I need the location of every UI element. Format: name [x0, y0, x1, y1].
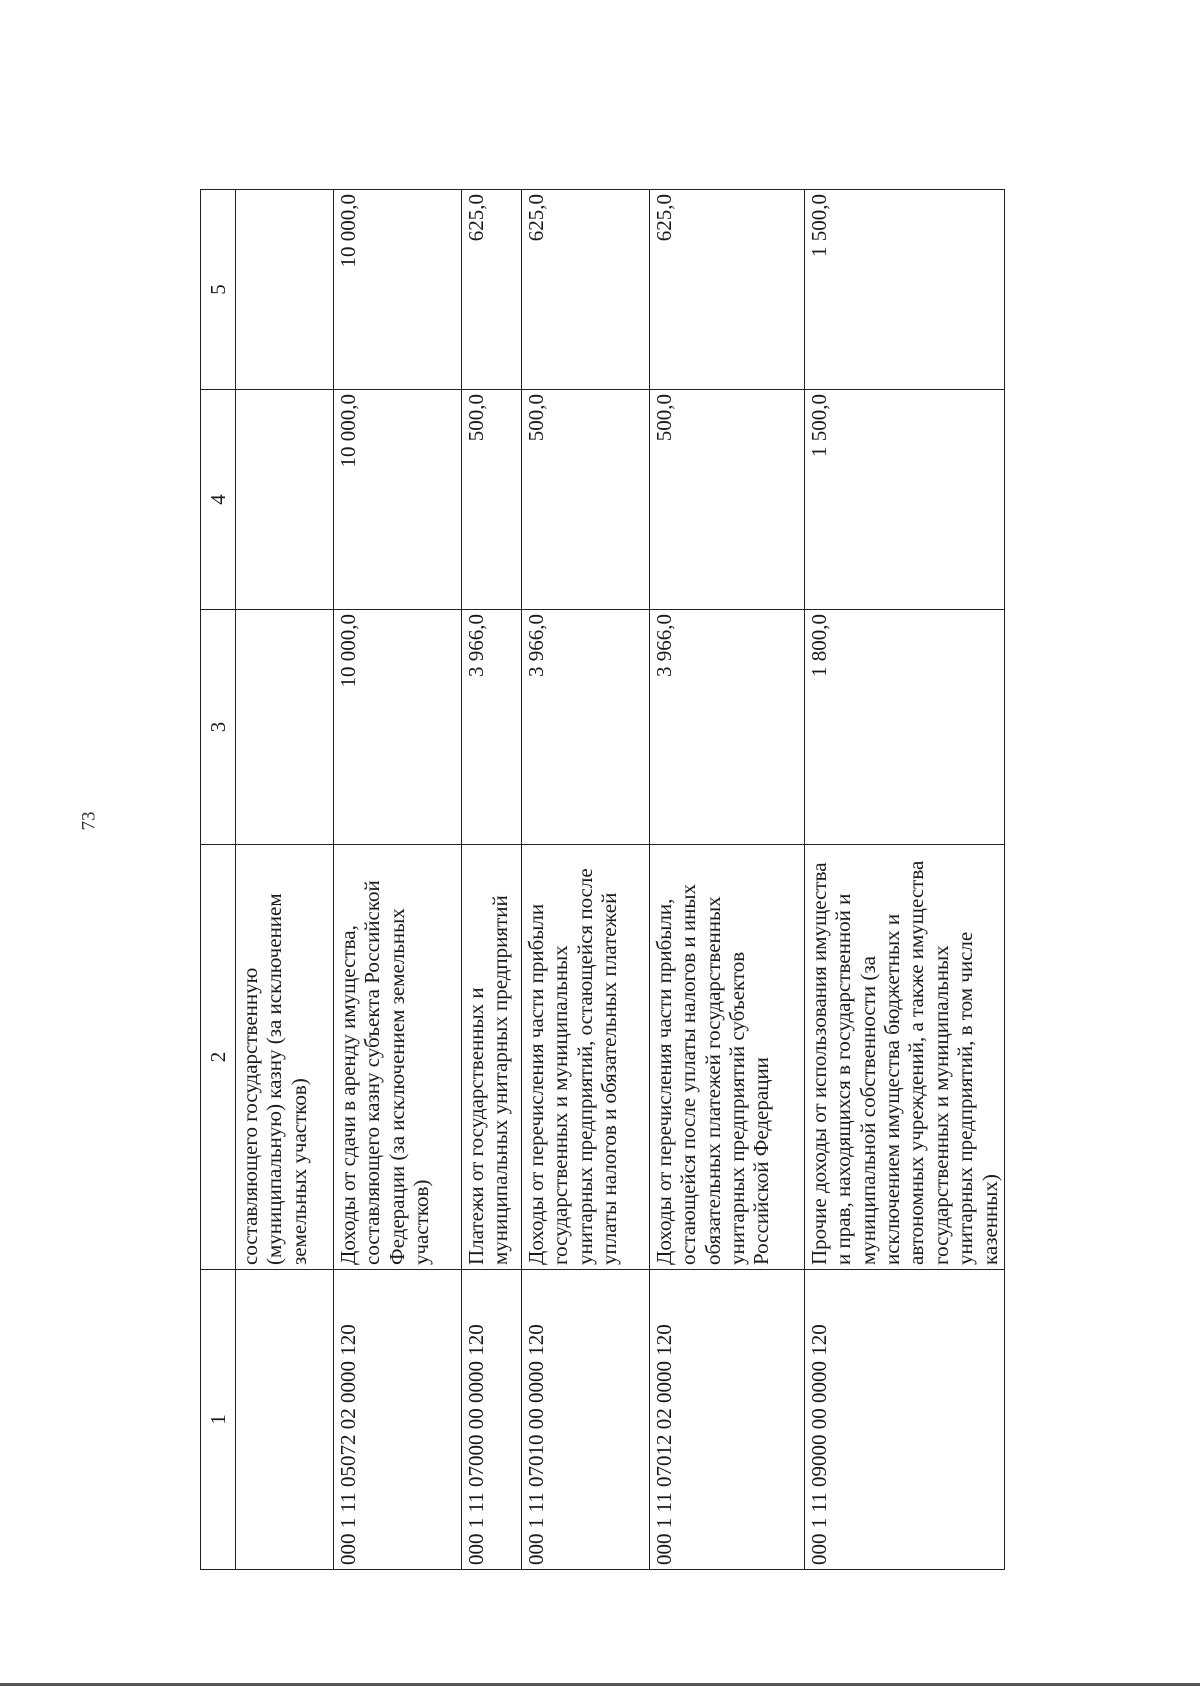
value-col-3-cell: 1 800,0 — [805, 610, 1005, 845]
value-col-4-cell: 500,0 — [650, 390, 805, 610]
value-col-5-cell: 625,0 — [462, 190, 522, 390]
value-col-3-cell: 3 966,0 — [462, 610, 522, 845]
revenue-code-cell — [236, 1270, 334, 1570]
revenue-code-cell: 000 1 11 05072 02 0000 120 — [334, 1270, 462, 1570]
value-col-5-cell — [236, 190, 334, 390]
revenue-name-cell: Доходы от перечисления части прибыли государственных и муниципальных унитарных предприятий, остающейся после уплаты налогов и обязательных платежей — [522, 845, 650, 1270]
value-col-3-cell: 3 966,0 — [650, 610, 805, 845]
header-col-5: 5 — [201, 190, 236, 390]
budget-revenue-table — [200, 189, 1005, 1570]
value-col-4-cell: 500,0 — [522, 390, 650, 610]
header-row — [201, 190, 236, 1570]
revenue-name-cell: Платежи от государственных и муниципальных унитарных предприятий — [462, 845, 522, 1270]
revenue-code-cell: 000 1 11 09000 00 0000 120 — [805, 1270, 1005, 1570]
header-col-4: 4 — [201, 390, 236, 610]
table-row — [522, 190, 650, 1570]
revenue-name-cell: Прочие доходы от использования имущества и прав, находящихся в государственной и муниципальной собственности (за исключением имущества бюджетных и автономных учреждений, а также имущества государственных и муниципальных унитарных предприятий, в том числе казенных) — [805, 845, 1005, 1270]
header-col-1: 1 — [201, 1270, 236, 1570]
revenue-name-cell: Доходы от перечисления части прибыли, остающейся после уплаты налогов и иных обязательных платежей государственных унитарных предприятий субъектов Российской Федерации — [650, 845, 805, 1270]
value-col-5-cell: 1 500,0 — [805, 190, 1005, 390]
value-col-5-cell: 10 000,0 — [334, 190, 462, 390]
value-col-4-cell: 500,0 — [462, 390, 522, 610]
revenue-code-cell: 000 1 11 07010 00 0000 120 — [522, 1270, 650, 1570]
value-col-3-cell: 10 000,0 — [334, 610, 462, 845]
revenue-name-cell: составляющего государственную (муниципальную) казну (за исключением земельных участков) — [236, 845, 334, 1270]
value-col-4-cell — [236, 390, 334, 610]
table-row — [650, 190, 805, 1570]
scan-edge-line — [0, 1683, 1200, 1686]
revenue-name-cell: Доходы от сдачи в аренду имущества, составляющего казну субъекта Российской Федерации (за исключением земельных участков) — [334, 845, 462, 1270]
table-row — [462, 190, 522, 1570]
table-row — [334, 190, 462, 1570]
table-row — [805, 190, 1005, 1570]
value-col-5-cell: 625,0 — [650, 190, 805, 390]
value-col-3-cell — [236, 610, 334, 845]
revenue-code-cell: 000 1 11 07012 02 0000 120 — [650, 1270, 805, 1570]
header-col-2: 2 — [201, 845, 236, 1270]
page-number: 73 — [78, 811, 100, 831]
table-row — [236, 190, 334, 1570]
rotated-table-container — [200, 190, 1005, 1570]
value-col-5-cell: 625,0 — [522, 190, 650, 390]
revenue-code-cell: 000 1 11 07000 00 0000 120 — [462, 1270, 522, 1570]
value-col-3-cell: 3 966,0 — [522, 610, 650, 845]
value-col-4-cell: 10 000,0 — [334, 390, 462, 610]
header-col-3: 3 — [201, 610, 236, 845]
value-col-4-cell: 1 500,0 — [805, 390, 1005, 610]
